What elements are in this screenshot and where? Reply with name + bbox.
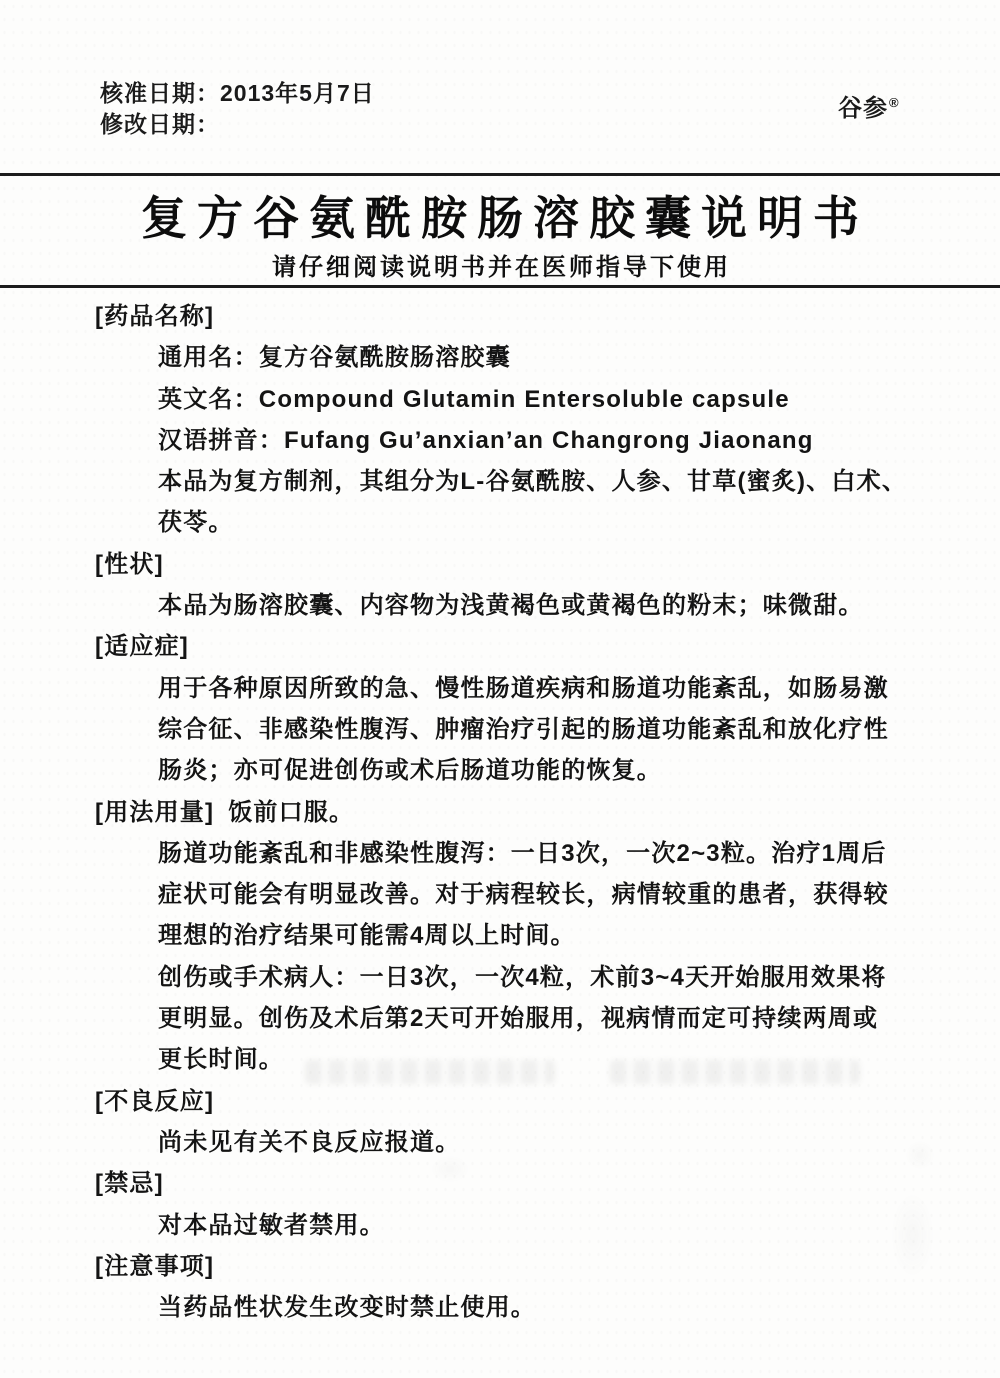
section-line: 当药品性状发生改变时禁止使用。: [158, 1294, 536, 1322]
registered-trademark-icon: ®: [889, 95, 900, 110]
approval-date: 核准日期：2013年5月7日: [100, 80, 375, 106]
section-inline-text: 饭前口服。: [228, 798, 355, 826]
section-line: 本品为肠溶胶囊、内容物为浅黄褐色或黄褐色的粉末；味微甜。: [158, 592, 864, 620]
section-line: 英文名：Compound Glutamin Entersoluble capsule: [158, 385, 790, 413]
section-line: 尚未见有关不良反应报道。: [158, 1128, 461, 1156]
section-line: 肠炎；亦可促进创伤或术后肠道功能的恢复。: [158, 757, 662, 785]
section-line: 通用名：复方谷氨酰胺肠溶胶囊: [158, 344, 511, 372]
title-divider-top: [0, 173, 1000, 176]
section-line: 本品为复方制剂，其组分为L-谷氨酰胺、人参、甘草(蜜炙)、白术、: [158, 468, 908, 496]
section-heading: [0, 1163, 1000, 1204]
page-title: 复方谷氨酰胺肠溶胶囊说明书: [141, 192, 869, 244]
section-line: 肠道功能紊乱和非感染性腹泻：一日3次，一次2~3粒。治疗1周后: [158, 839, 887, 867]
section-heading: [0, 544, 1000, 585]
section-line: 理想的治疗结果可能需4周以上时间。: [158, 922, 576, 950]
section-heading: [0, 1246, 1000, 1287]
section-heading-text: [禁忌]: [95, 1170, 164, 1198]
section-line: 创伤或手术病人：一日3次，一次4粒，术前3~4天开始服用效果将: [158, 963, 887, 991]
section-heading: [0, 1081, 1000, 1122]
section-heading-text: [不良反应]: [95, 1087, 215, 1115]
page-subtitle: 请仔细阅读说明书并在医师指导下使用: [272, 254, 731, 281]
section-line: 用于各种原因所致的急、慢性肠道疾病和肠道功能紊乱，如肠易激: [158, 674, 889, 702]
leaflet-body: [0, 296, 1000, 1328]
section-heading-text: [注意事项]: [95, 1252, 215, 1280]
section-line: 对本品过敏者禁用。: [158, 1211, 385, 1239]
brand-logo: [838, 88, 900, 123]
section-line: 症状可能会有明显改善。对于病程较长，病情较重的患者，获得较: [158, 881, 889, 909]
section-heading-text: [性状]: [95, 550, 164, 578]
section-line: 综合征、非感染性腹泻、肿瘤治疗引起的肠道功能紊乱和放化疗性: [158, 715, 889, 743]
section-line: 更长时间。: [158, 1046, 284, 1074]
section-heading-text: [药品名称]: [95, 303, 215, 330]
revision-date: 修改日期：: [100, 111, 220, 137]
title-divider-bottom: [0, 285, 1000, 288]
section-line: 茯苓。: [158, 509, 234, 537]
section-line: 更明显。创伤及术后第2天可开始服用，视病情而定可持续两周或: [158, 1005, 879, 1033]
section-heading-text: [用法用量]: [95, 798, 215, 826]
section-heading: [0, 792, 1000, 833]
section-line: 汉语拼音：Fufang Gu’anxian’an Changrong Jiaonang: [158, 426, 814, 454]
section-heading-text: [适应症]: [95, 633, 189, 661]
brand-name: 谷参: [838, 95, 888, 122]
section-heading: [0, 626, 1000, 667]
header-dates: [100, 78, 375, 140]
section-heading: [0, 296, 1000, 337]
